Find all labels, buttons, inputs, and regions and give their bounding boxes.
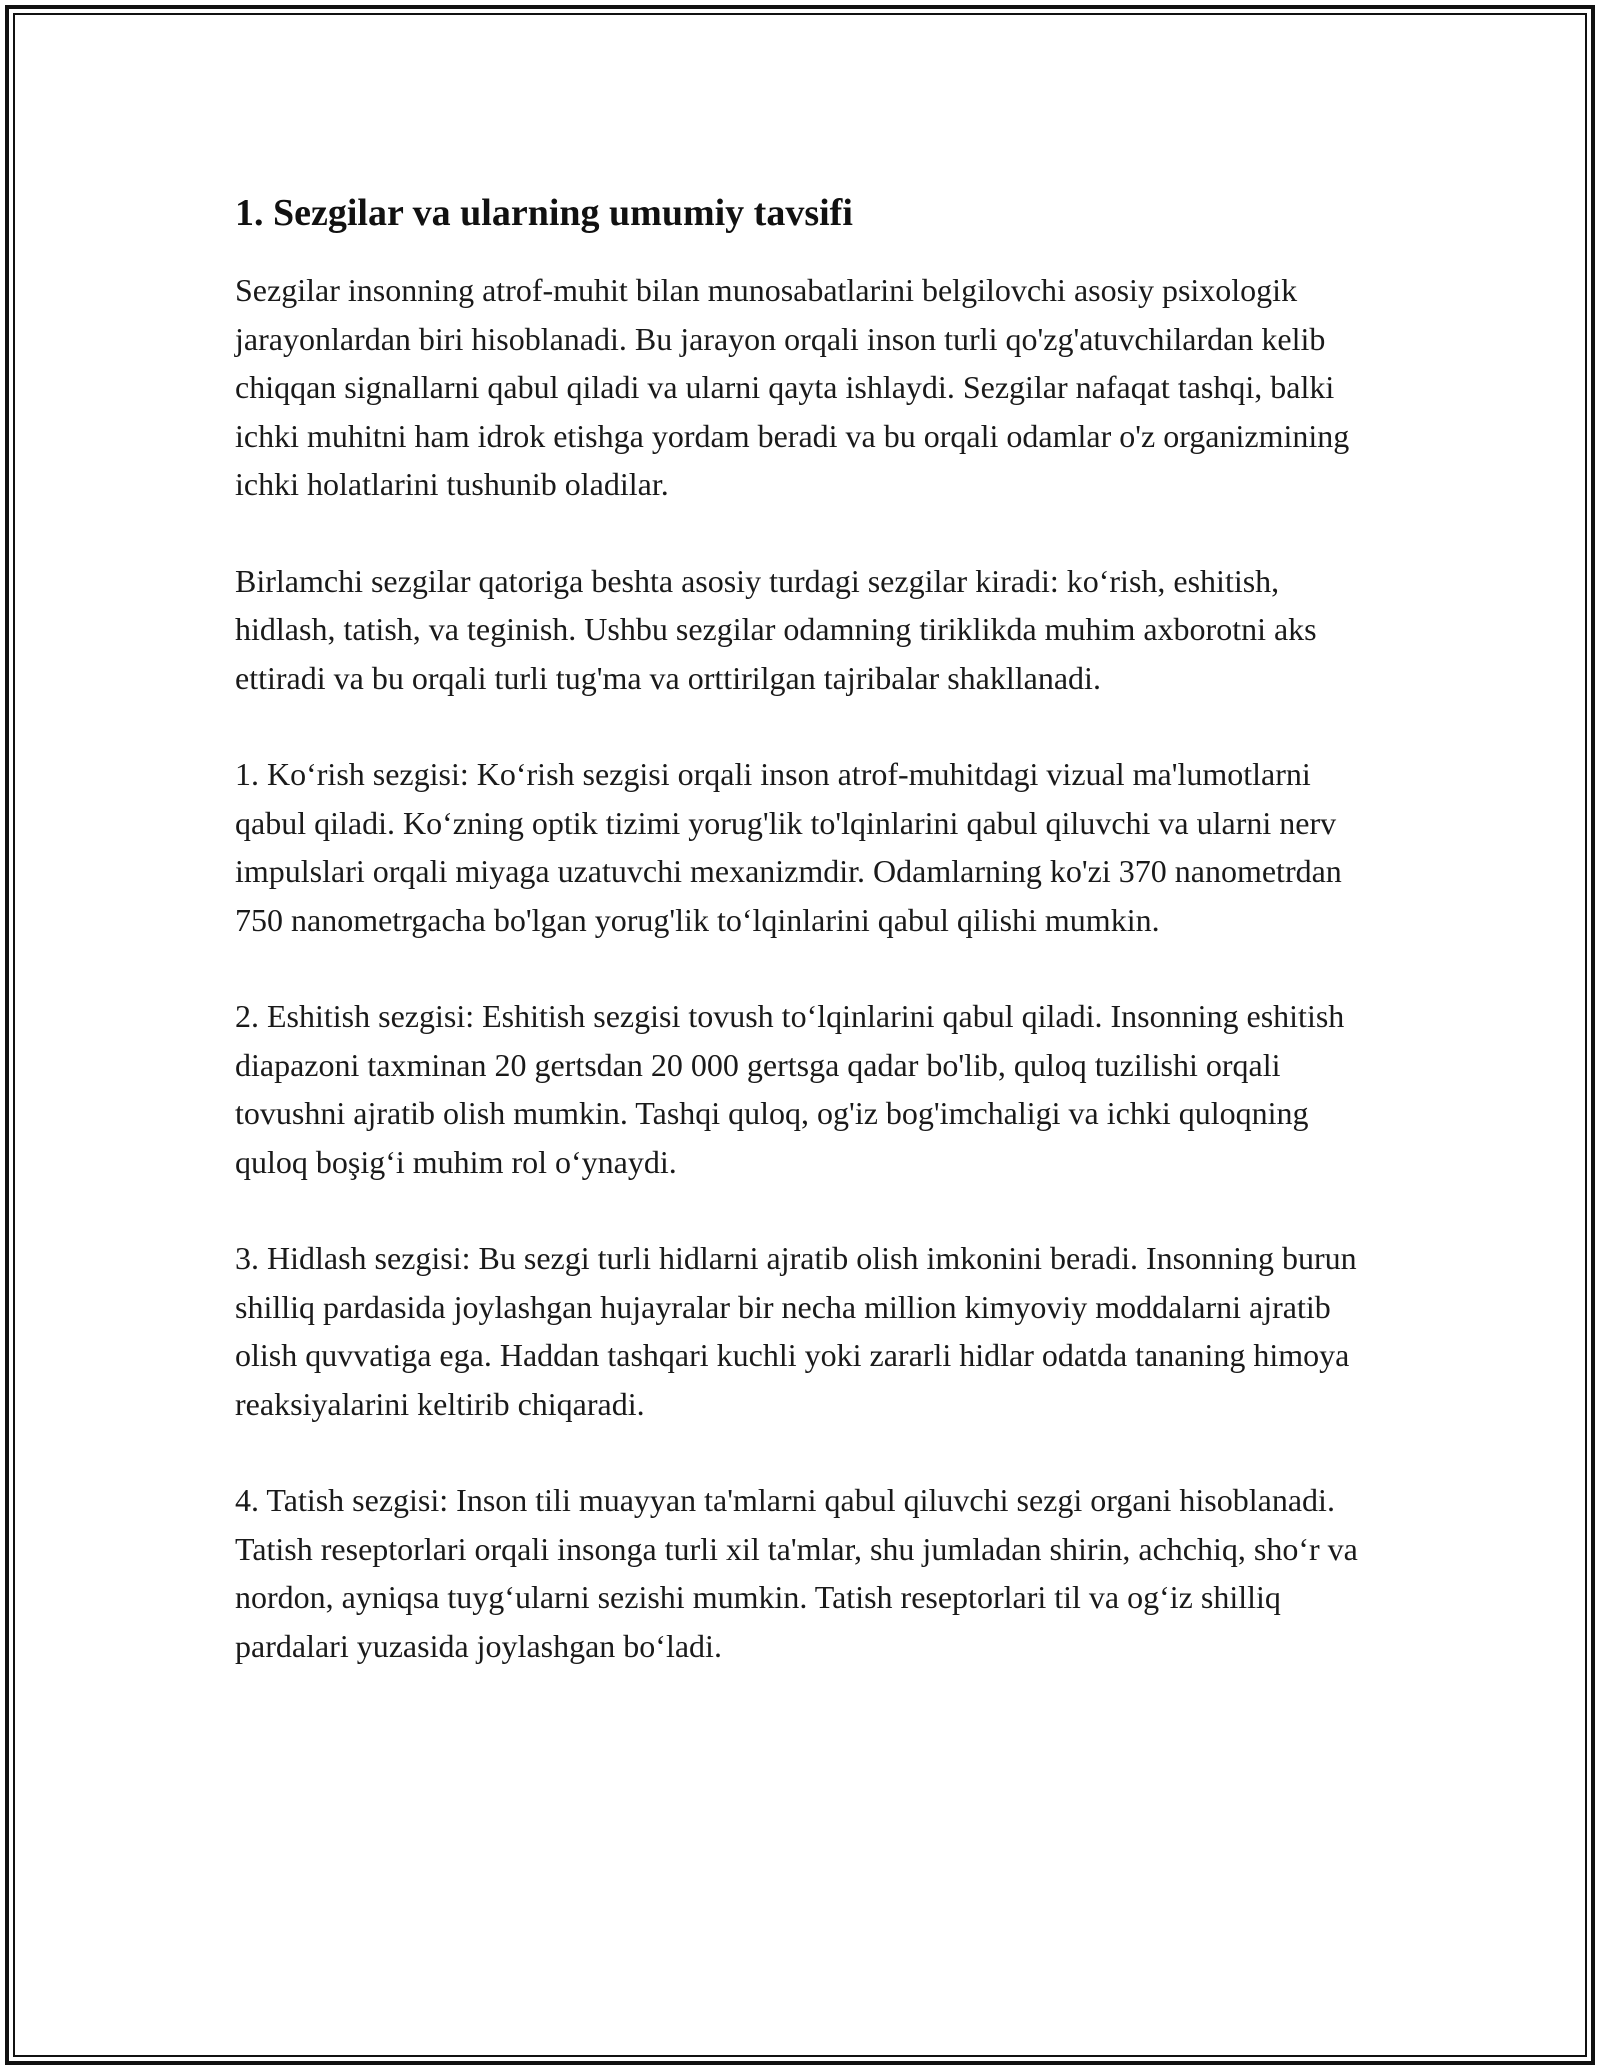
- paragraph-taste: 4. Tatish sezgisi: Inson tili muayyan ta'mlarni qabul qiluvchi sezgi organi hisoblanadi. Tatish reseptorlari orqali insonga turli xil ta'mlar, shu jumladan shirin, achchiq, sho‘r va nordon, ayniqsa tuyg‘ularni sezishi mumkin. Tatish reseptorlari til va og‘iz shilliq pardalari yuzasida joylashgan bo‘ladi.: [235, 1482, 1358, 1664]
- section-heading: 1. Sezgilar va ularning umumiy tavsifi: [235, 192, 853, 234]
- paragraph-smell: 3. Hidlash sezgisi: Bu sezgi turli hidlarni ajratib olish imkonini beradi. Insonning burun shilliq pardasida joylashgan hujayralar bir necha million kimyoviy moddalarni ajratib olish quvvatiga ega. Haddan tashqari kuchli yoki zararli hidlar odatda tananing himoya reaksiyalarini keltirib chiqaradi.: [235, 1240, 1357, 1422]
- paragraph-primary-senses: Birlamchi sezgilar qatoriga beshta asosiy turdagi sezgilar kiradi: ko‘rish, eshitish, hidlash, tatish, va teginish. Ushbu sezgilar odamning tiriklikda muhim axborotni aks ettiradi va bu orqali turli tug'ma va orttirilgan tajribalar shakllanadi.: [235, 562, 1317, 696]
- document-body: [235, 187, 1385, 1718]
- paragraph-hearing: 2. Eshitish sezgisi: Eshitish sezgisi tovush to‘lqinlarini qabul qiladi. Insonning eshitish diapazoni taxminan 20 gertsdan 20 000 gertsga qadar bo'lib, quloq tuzilishi orqali tovushni ajratib olish mumkin. Tashqi quloq, og'iz bog'imchaligi va ichki quloqning quloq boşig‘i muhim rol o‘ynaydi.: [235, 998, 1345, 1180]
- paragraph-intro: Sezgilar insonning atrof-muhit bilan munosabatlarini belgilovchi asosiy psixologik jarayonlardan biri hisoblanadi. Bu jarayon orqali inson turli qo'zg'atuvchilardan kelib chiqqan signallarni qabul qiladi va ularni qayta ishlaydi. Sezgilar nafaqat tashqi, balki ichki muhitni ham idrok etishga yordam beradi va bu orqali odamlar o'z organizmining ichki holatlarini tushunib oladilar.: [235, 272, 1350, 502]
- paragraph-vision: 1. Ko‘rish sezgisi: Ko‘rish sezgisi orqali inson atrof-muhitdagi vizual ma'lumotlarni qabul qiladi. Ko‘zning optik tizimi yorug'lik to'lqinlarini qabul qiluvchi va ularni nerv impulslari orqali miyaga uzatuvchi mexanizmdir. Odamlarning ko'zi 370 nanometrdan 750 nanometrgacha bo'lgan yorug'lik to‘lqinlarini qabul qilishi mumkin.: [235, 756, 1342, 938]
